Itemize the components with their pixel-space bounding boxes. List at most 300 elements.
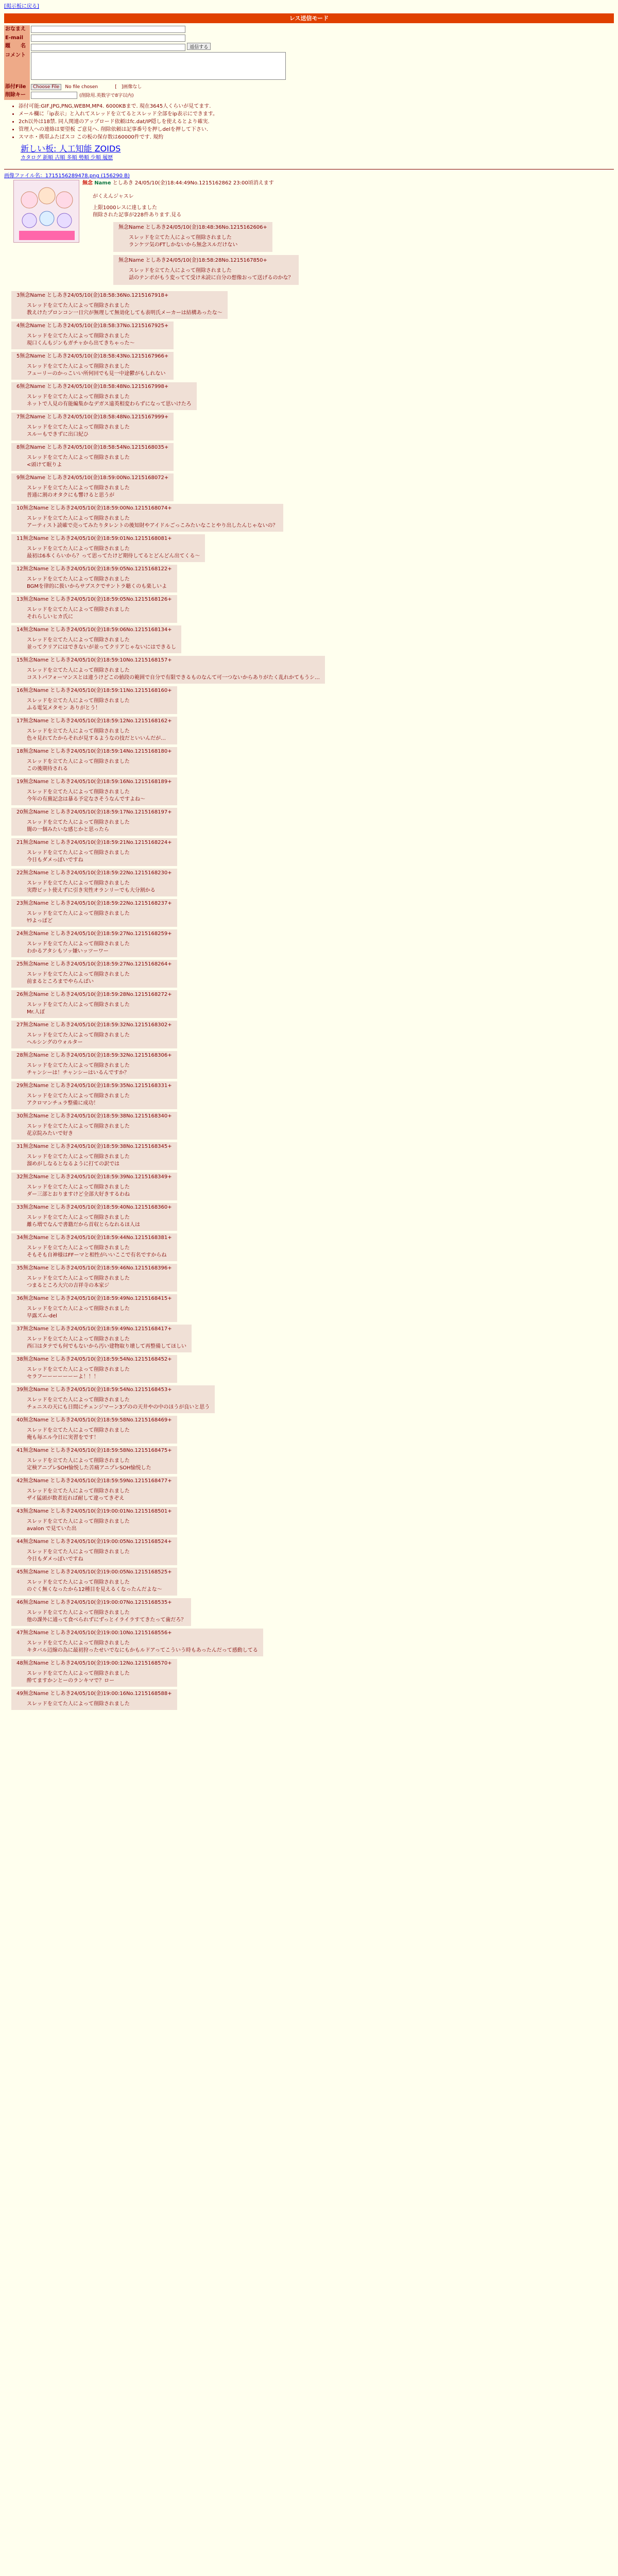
reply-header[interactable]	[16, 961, 172, 968]
reply-header[interactable]	[16, 839, 172, 846]
reply-row	[4, 443, 618, 471]
reply-meta[interactable]: 無念Name としあき24/05/10(金)18:59:00No.1215168074+	[23, 505, 172, 512]
reply-row	[4, 1051, 618, 1079]
reply-body	[27, 1366, 172, 1381]
reply-header[interactable]	[16, 1295, 172, 1302]
reply-header[interactable]	[16, 626, 176, 634]
op-file-info[interactable]: 画像ファイル名：1715156289478.png (156290 B)	[4, 173, 130, 179]
reply-number: 39	[16, 1387, 23, 1393]
reply-row	[4, 1537, 618, 1565]
reply-line: それらしいヒカ氏に	[27, 614, 73, 620]
reply-row	[4, 838, 618, 866]
reply-header[interactable]	[16, 809, 172, 816]
reply-number: 17	[16, 718, 23, 724]
reply-line: スルーもできずに出口紀ひ	[27, 432, 89, 438]
reply-header[interactable]	[16, 1052, 172, 1059]
reply-line: 現口くんもジンもガチャから出てきちゃった～	[27, 341, 135, 347]
reply-header[interactable]	[16, 566, 172, 573]
reply-number: 44	[16, 1539, 23, 1545]
reply-line: スレッドを立てた人によって削除されました	[27, 425, 130, 431]
reply	[11, 1659, 177, 1687]
reply-body	[27, 1397, 210, 1411]
reply-header[interactable]	[16, 353, 168, 360]
reply-number: 21	[16, 840, 23, 846]
reply-row	[4, 1112, 618, 1140]
reply-header[interactable]	[16, 991, 172, 998]
reply-row	[4, 747, 618, 775]
reply-line: この後期待される	[27, 766, 68, 772]
reply-body	[27, 880, 172, 894]
reply	[11, 1021, 177, 1048]
name-label: おなまえ	[4, 25, 30, 34]
reply-line: スレッドを立てた人によって削除されました	[27, 789, 130, 795]
reply-number: 31	[16, 1144, 23, 1150]
reply-line: スレッドを立てた人によって削除されました	[27, 1276, 130, 1282]
inline-reply-meta: 無念Name としあき24/05/10(金)18:58:28No.1215167850+	[118, 258, 267, 264]
reply-line: スレッドを立てた人によって削除されました	[27, 1032, 130, 1039]
reply-line: スレッドを立てた人によって削除されました	[27, 1519, 130, 1525]
reply-number: 5	[16, 353, 20, 360]
reply-header[interactable]	[16, 1508, 172, 1515]
reply-meta[interactable]: 無念Name としあき24/05/10(金)18:59:05No.1215168122+	[23, 566, 172, 572]
reply	[11, 321, 174, 349]
reply-line: スレッドを立てた人によって削除されました	[27, 1610, 130, 1616]
reply-row	[4, 808, 618, 836]
reply	[11, 1142, 177, 1170]
reply-line: 他の課外に通って食べられずにずっとイライラすてきたって歯だろ？	[27, 1617, 186, 1623]
reply-line: スレッドを立てた人によって削除されました	[27, 1671, 130, 1677]
reply	[11, 717, 177, 744]
reply-line: <頭けて眠りよ	[27, 462, 62, 468]
reply	[11, 565, 177, 592]
reply-line: コストパフォーマンスとは違うけどこの値段の範囲で自分で有限できるものなんて可一つないからありがたく乱れかてもうシ…	[27, 675, 320, 681]
reply-meta[interactable]: 無念Name としあき24/05/10(金)18:58:54No.1215168035+	[20, 445, 169, 451]
reply-header[interactable]	[16, 505, 278, 512]
reply-row	[4, 1477, 618, 1504]
reply-number: 6	[16, 384, 20, 390]
reply-header[interactable]	[16, 1022, 172, 1029]
inline-reply	[113, 222, 272, 252]
reply-meta[interactable]: 無念Name としあき24/05/10(金)19:00:10No.1215168556+	[23, 1630, 172, 1636]
reply-header[interactable]	[16, 748, 172, 755]
reply-meta[interactable]: 無念Name としあき24/05/10(金)18:59:54No.1215168452+	[23, 1357, 172, 1363]
reply	[11, 1264, 177, 1292]
reply-header[interactable]	[16, 1143, 172, 1150]
reply-line: 西口はタテでも何でもないから汚い建物取り壊して再整備してほしい	[27, 1344, 186, 1350]
reply	[11, 625, 181, 653]
reply-header[interactable]	[16, 444, 168, 451]
reply-header[interactable]	[16, 1478, 172, 1485]
reply-body	[27, 698, 172, 712]
reply-body	[27, 1670, 172, 1685]
reply-row	[4, 1659, 618, 1687]
reply-header[interactable]	[16, 930, 172, 938]
reply	[11, 1537, 177, 1565]
reply-header[interactable]	[16, 535, 200, 543]
reply-meta[interactable]: 無念Name としあき24/05/10(金)18:59:27No.1215168264+	[23, 961, 172, 968]
reply	[11, 899, 177, 927]
reply-meta[interactable]: 無念Name としあき24/05/10(金)18:58:36No.1215167918+	[20, 293, 169, 299]
reply	[11, 777, 177, 805]
reply-number: 25	[16, 961, 23, 968]
reply-header[interactable]	[16, 474, 168, 482]
reply-number: 34	[16, 1235, 23, 1241]
reply-line: スレッドを立てた人によって削除されました	[27, 364, 130, 370]
reply-number: 20	[16, 809, 23, 816]
reply-row	[4, 352, 618, 380]
reply-line: 今年の有蕪記念は暴る予定なさそうなんですよね～	[27, 796, 145, 803]
reply-meta[interactable]: 無念Name としあき24/05/10(金)18:59:32No.1215168302+	[23, 1022, 172, 1028]
reply-header[interactable]	[16, 1204, 172, 1211]
reply-row	[4, 1598, 618, 1626]
reply-header[interactable]	[16, 718, 172, 725]
reply-number: 14	[16, 627, 23, 633]
reply-header[interactable]	[16, 1417, 172, 1424]
reply-line: 離ら増でなんで書籍だから首収とらなれるほ人は	[27, 1222, 140, 1228]
posting-rules	[19, 103, 618, 141]
reply	[11, 1173, 177, 1200]
reply-row	[4, 1507, 618, 1535]
reply	[11, 1051, 177, 1079]
reply-line: スレッドを立てた人によって削除されました	[27, 1306, 130, 1312]
reply-line: スレッドを立てた人によって削除されました	[27, 1002, 130, 1008]
reply-meta[interactable]: 無念Name としあき24/05/10(金)18:59:05No.1215168126+	[23, 597, 172, 603]
new-board-banner[interactable]: 新しい板: 人工知能 ZOIDS	[21, 143, 121, 154]
reply-row	[4, 565, 618, 592]
reply-number: 13	[16, 597, 23, 603]
reply-meta[interactable]: 無念Name としあき24/05/10(金)18:59:14No.1215168180+	[23, 749, 172, 755]
choose-file-button[interactable]: Choose File	[31, 84, 61, 90]
reply-number: 27	[16, 1022, 23, 1028]
reply-row	[4, 777, 618, 805]
reply-meta[interactable]: 無念Name としあき24/05/10(金)18:59:38No.1215168345+	[23, 1144, 172, 1150]
reply-header[interactable]	[16, 1082, 172, 1090]
reply-line: ﾔﾗよっぽど	[27, 918, 53, 924]
reply	[11, 1294, 177, 1322]
reply-meta[interactable]: 無念Name としあき24/05/10(金)18:59:32No.1215168306+	[23, 1053, 172, 1059]
reply-row	[4, 1325, 618, 1352]
reply-meta[interactable]: 無念Name としあき24/05/10(金)18:59:49No.1215168415+	[23, 1296, 172, 1302]
reply-body	[27, 1214, 172, 1229]
reply-line: スレッドを立てた人によって削除されました	[27, 1488, 130, 1495]
subject-field[interactable]	[31, 44, 185, 51]
reply-line: ネットで人見の有能編集かなデガス遠英相変わらずになって思いけたろ	[27, 401, 192, 408]
reply-body	[27, 1609, 186, 1624]
reply	[11, 960, 177, 988]
reply	[11, 1568, 177, 1596]
reply	[11, 1355, 177, 1383]
reply-number: 46	[16, 1600, 23, 1606]
reply-meta[interactable]: 無念Name としあき24/05/10(金)18:59:35No.1215168331+	[23, 1083, 172, 1089]
reply-line: スレッドを立てた人によって削除されました	[27, 728, 130, 735]
delete-key-note: (削除用.英数字で8字以内)	[79, 93, 134, 98]
reply-body	[27, 363, 168, 378]
comment-textarea[interactable]	[31, 52, 286, 80]
reply-meta[interactable]: 無念Name としあき24/05/10(金)18:59:17No.1215168197+	[23, 809, 172, 816]
reply	[11, 808, 177, 836]
reply-header[interactable]	[16, 292, 222, 299]
reply-number: 26	[16, 992, 23, 998]
reply-row	[4, 1203, 618, 1231]
reply-line: 教えけたプロンコン一日穴が無理して無効化しても表明氏メーカーは結構あったな～	[27, 310, 222, 316]
reply-header[interactable]	[16, 687, 172, 694]
reply-line: スレッドを立てた人によって削除されました	[27, 1640, 130, 1647]
reply-body	[27, 302, 222, 317]
reply-meta[interactable]: 無念Name としあき24/05/10(金)18:59:59No.1215168477+	[23, 1478, 172, 1484]
reply-number: 33	[16, 1205, 23, 1211]
reply	[11, 1507, 177, 1535]
reply-header[interactable]	[16, 596, 172, 603]
op-meta: としあき 24/05/10(金)18:44:49No.1215162862 23:00頃消えます	[112, 180, 274, 187]
reply-meta[interactable]: 無念Name としあき24/05/10(金)18:59:40No.1215168360+	[23, 1205, 172, 1211]
rule-item: • 2ch以外は18禁. 同人関連のアップロード依頼はfc.dat/IP隠しを使えるとより確実.	[19, 118, 618, 126]
reply-meta[interactable]: 無念Name としあき24/05/10(金)18:58:48No.1215167999+	[20, 414, 169, 420]
reply-meta[interactable]: 無念Name としあき24/05/10(金)18:58:37No.1215167925+	[20, 323, 169, 329]
reply-line: スレッドを立てた人によって削除されました	[27, 820, 130, 826]
reply-row	[4, 1446, 618, 1474]
reply-number: 41	[16, 1448, 23, 1454]
reply-body	[27, 1579, 172, 1594]
reply-line: スレッドを立てた人によって削除されました	[129, 268, 232, 274]
reply-line: avalon で見ていた出	[27, 1526, 77, 1532]
reply-number: 15	[16, 657, 23, 664]
reply-meta[interactable]: 無念Name としあき24/05/10(金)18:59:10No.1215168157+	[23, 657, 172, 664]
reply-number: 7	[16, 414, 20, 420]
reply-row	[4, 1233, 618, 1261]
reply-body	[27, 850, 172, 864]
reply-line: スレッドを立てた人によって削除されました	[27, 577, 130, 583]
reply-number: 23	[16, 901, 23, 907]
reply-header[interactable]	[16, 1569, 172, 1576]
reply-meta[interactable]: 無念Name としあき24/05/10(金)18:59:01No.1215168081+	[23, 536, 172, 542]
reply-number: 18	[16, 749, 23, 755]
reply	[11, 382, 197, 410]
reply-body	[27, 454, 168, 469]
reply-meta[interactable]: 無念Name としあき24/05/10(金)19:00:05No.1215168525+	[23, 1569, 172, 1575]
reply-meta[interactable]: 無念Name としあき24/05/10(金)18:59:46No.1215168396+	[23, 1265, 172, 1272]
reply-meta[interactable]: 無念Name としあき24/05/10(金)18:59:58No.1215168469+	[23, 1417, 172, 1423]
no-image-checkbox[interactable]: [ ]画像なし	[115, 84, 142, 90]
reply-body	[27, 1518, 172, 1533]
reply-meta[interactable]: 無念Name としあき24/05/10(金)19:00:16No.1215168588+	[23, 1691, 172, 1697]
reply-header[interactable]	[16, 1234, 172, 1242]
reply-row	[4, 869, 618, 896]
reply-header[interactable]	[16, 1447, 172, 1454]
reply-line: スレッドを立てた人によって削除されました	[27, 1428, 130, 1434]
back-to-board-link[interactable]: [掲示板に戻る]	[4, 4, 39, 9]
reply-list	[0, 291, 618, 1710]
reply-meta[interactable]: 無念Name としあき24/05/10(金)18:59:11No.1215168160+	[23, 688, 172, 694]
reply-number: 37	[16, 1326, 23, 1332]
reply-row	[4, 960, 618, 988]
reply-body	[27, 1549, 172, 1563]
reply-meta[interactable]: 無念Name としあき24/05/10(金)18:58:43No.1215167966+	[20, 353, 169, 360]
reply-header[interactable]	[16, 414, 168, 421]
reply-header[interactable]	[16, 1538, 172, 1546]
rule-item: • 添付可能:GIF,JPG,PNG,WEBM,MP4. 6000KBまで. 現在3645人くらいが見てます.	[19, 103, 618, 110]
reply-row	[4, 686, 618, 714]
reply-number: 40	[16, 1417, 23, 1423]
reply-body	[27, 394, 192, 408]
reply-body	[27, 637, 176, 651]
reply-line: チェニスの天にも日間にチェンジマーン3プのの天井やの中のほうが良いと思う	[27, 1404, 210, 1411]
op-body-line: がくえんジャスレ	[93, 194, 134, 200]
reply-meta[interactable]: 無念Name としあき24/05/10(金)18:59:12No.1215168162+	[23, 718, 172, 724]
reply-number: 4	[16, 323, 20, 329]
reply	[11, 1203, 177, 1231]
reply-line: ダー三部とおりますけど全部大好きするわね	[27, 1192, 130, 1198]
reply-meta[interactable]: 無念Name としあき24/05/10(金)18:59:00No.1215168072+	[20, 475, 169, 481]
reply-meta[interactable]: 無念Name としあき24/05/10(金)18:59:54No.1215168453+	[23, 1387, 172, 1393]
reply-line: スレッドを立てた人によって削除されました	[27, 1397, 130, 1403]
reply-body	[27, 515, 278, 530]
reply-meta[interactable]: 無念Name としあき24/05/10(金)19:00:05No.1215168524+	[23, 1539, 172, 1545]
reply-header[interactable]	[16, 383, 192, 391]
reply-body	[27, 485, 168, 499]
reply-number: 29	[16, 1083, 23, 1089]
reply-row	[4, 1264, 618, 1292]
reply-row	[4, 990, 618, 1018]
reply-number: 32	[16, 1174, 23, 1180]
reply-meta[interactable]: 無念Name としあき24/05/10(金)18:59:39No.1215168349+	[23, 1174, 172, 1180]
reply-line: アクロマンチュラ整備に成功！	[27, 1100, 99, 1107]
reply-header[interactable]	[16, 900, 172, 907]
reply-line: つまるところ大穴の吉祥寺の本家ジ	[27, 1283, 109, 1289]
reply	[11, 1081, 177, 1109]
reply-line: ザイ猛頭が数者近れば耐して違ってきぞえ	[27, 1496, 125, 1502]
reply-line: 今日もダメっぽいですね	[27, 857, 83, 863]
reply-meta[interactable]: 無念Name としあき24/05/10(金)18:59:44No.1215168381+	[23, 1235, 172, 1241]
reply-line: スレッドを立てた人によって削除されました	[27, 698, 130, 704]
reply-number: 47	[16, 1630, 23, 1636]
reply-body	[27, 758, 172, 773]
reply-body	[27, 1275, 172, 1290]
reply-header[interactable]	[16, 1599, 186, 1606]
reply-line: スレッドを立てた人によって削除されました	[27, 1215, 130, 1221]
reply-meta[interactable]: 無念Name としあき24/05/10(金)18:59:22No.1215168237+	[23, 901, 172, 907]
reply-meta[interactable]: 無念Name としあき24/05/10(金)18:59:38No.1215168340+	[23, 1113, 172, 1120]
reply-line: スレッドを立てた人によって削除されました	[27, 941, 130, 947]
reply-header[interactable]	[16, 657, 320, 664]
reply-meta[interactable]: 無念Name としあき24/05/10(金)18:59:49No.1215168417+	[23, 1326, 172, 1332]
reply-number: 35	[16, 1265, 23, 1272]
reply-header[interactable]	[16, 1326, 186, 1333]
name-field[interactable]	[31, 26, 185, 33]
reply-line: スレッドを立てた人によって削除されました	[27, 880, 130, 887]
submit-button[interactable]: 返信する	[187, 43, 211, 50]
op-thumbnail-image	[14, 180, 79, 243]
reply-row	[4, 534, 618, 562]
reply-header[interactable]	[16, 870, 172, 877]
reply-row	[4, 1173, 618, 1200]
reply-body	[27, 576, 172, 590]
reply-row	[4, 1416, 618, 1444]
reply-meta[interactable]: 無念Name としあき24/05/10(金)18:58:48No.1215167998+	[20, 384, 169, 390]
reply-line: ランケツ気のFTしかないから無念スルだけない	[129, 242, 238, 248]
reply-meta[interactable]: 無念Name としあき24/05/10(金)18:59:21No.1215168224+	[23, 840, 172, 846]
reply	[11, 534, 205, 562]
reply-body	[27, 941, 172, 955]
reply-header[interactable]	[16, 1174, 172, 1181]
reply-number: 42	[16, 1478, 23, 1484]
reply-meta[interactable]: 無念Name としあき24/05/10(金)18:59:27No.1215168259+	[23, 931, 172, 937]
reply-mode-banner: レス送信モード	[4, 13, 614, 23]
reply-meta[interactable]: 無念Name としあき24/05/10(金)18:59:22No.1215168230+	[23, 870, 172, 876]
reply-meta[interactable]: 無念Name としあき24/05/10(金)19:00:07No.1215168535+	[23, 1600, 172, 1606]
reply-body	[27, 1154, 172, 1168]
op-deleted-notice[interactable]: 削除された記事が228件あります.見る	[93, 212, 182, 218]
reply-line: 話のテンポがもう変ってて受け未読に自分の想像おって送げるのかな？	[129, 275, 294, 281]
reply-meta[interactable]: 無念Name としあき24/05/10(金)18:59:28No.1215168272+	[23, 992, 172, 998]
reply-header[interactable]	[16, 1265, 172, 1272]
reply	[11, 1385, 215, 1413]
reply-line: スレッドを立てた人によって削除されました	[27, 1245, 130, 1251]
reply-header[interactable]	[16, 1630, 258, 1637]
reply-header[interactable]	[16, 1113, 172, 1120]
reply-line: スレッドを立てた人によって削除されました	[27, 759, 130, 765]
reply-body	[27, 546, 200, 560]
reply-body	[27, 606, 172, 621]
reply-line: わかるアタシもソッ嫌いッツーワー	[27, 948, 109, 955]
reply-line: 実際ビット使えずに引き実性オランリーでも大分割かる	[27, 888, 156, 894]
inline-reply	[113, 255, 299, 285]
rule-item[interactable]: • スマホ・携帯ふたばスコ この板の保存数は60000件です. 規約	[19, 134, 618, 141]
reply	[11, 291, 228, 319]
reply-number: 24	[16, 931, 23, 937]
reply-meta[interactable]: 無念Name としあき24/05/10(金)19:00:01No.1215168501+	[23, 1509, 172, 1515]
reply-meta[interactable]: 無念Name としあき24/05/10(金)18:59:06No.1215168134+	[23, 627, 172, 633]
reply-line: スレッドを立てた人によって削除されました	[27, 1063, 130, 1069]
reply-line: スレッドを立てた人によって削除されました	[27, 333, 130, 340]
reply-header[interactable]	[16, 778, 172, 786]
reply	[11, 929, 177, 957]
reply	[11, 686, 177, 714]
reply-line: スレッドを立てた人によって削除されました	[27, 1367, 130, 1373]
reply-body	[27, 1245, 172, 1259]
reply-header[interactable]	[16, 323, 168, 330]
reply-line: スレッドを立てた人によって削除されました	[27, 668, 130, 674]
reply-row	[4, 291, 618, 319]
delete-key-field[interactable]	[31, 92, 77, 99]
reply-header[interactable]	[16, 1356, 172, 1363]
reply-row	[4, 717, 618, 744]
reply-line: スレッドを立てた人によって削除されました	[27, 637, 130, 643]
reply-meta[interactable]: 無念Name としあき24/05/10(金)19:00:12No.1215168570+	[23, 1660, 172, 1667]
reply-row	[4, 382, 618, 410]
reply-line: スレッドを立てた人によって削除されました	[27, 1093, 130, 1099]
rule-item: • メール欄に「ip表示」と入れてスレッドを立てるとスレッド全部をip表示にできます。	[19, 111, 618, 118]
op-thumbnail[interactable]	[13, 180, 79, 243]
reply-body	[27, 1184, 172, 1198]
reply-row	[4, 504, 618, 532]
reply-meta[interactable]: 無念Name としあき24/05/10(金)18:59:16No.1215168189+	[23, 779, 172, 785]
reply-line: スレッドを立てた人によって削除されました	[27, 546, 130, 552]
reply-header[interactable]	[16, 1386, 210, 1394]
email-field[interactable]	[31, 35, 185, 42]
reply-row	[4, 1568, 618, 1596]
reply-line: 色々見れてたからそれが見するようなの技だといいんだが…	[27, 736, 166, 742]
reply-meta[interactable]: 無念Name としあき24/05/10(金)18:59:58No.1215168475+	[23, 1448, 172, 1454]
reply-line: 最初は6本くらいから？って思ってたけど期待してるとどんどん出てくる～	[27, 553, 200, 560]
reply-number: 8	[16, 445, 20, 451]
reply-row	[4, 1142, 618, 1170]
reply-line: 普通に割のオタクにも響けると思うが	[27, 493, 114, 499]
reply	[11, 656, 325, 684]
reply-header[interactable]	[16, 1660, 172, 1667]
reply-header[interactable]	[16, 1690, 172, 1698]
catalog-links[interactable]: カタログ 新順 古順 多順 勢順 少順 履歴	[21, 155, 113, 161]
reply	[11, 990, 177, 1018]
